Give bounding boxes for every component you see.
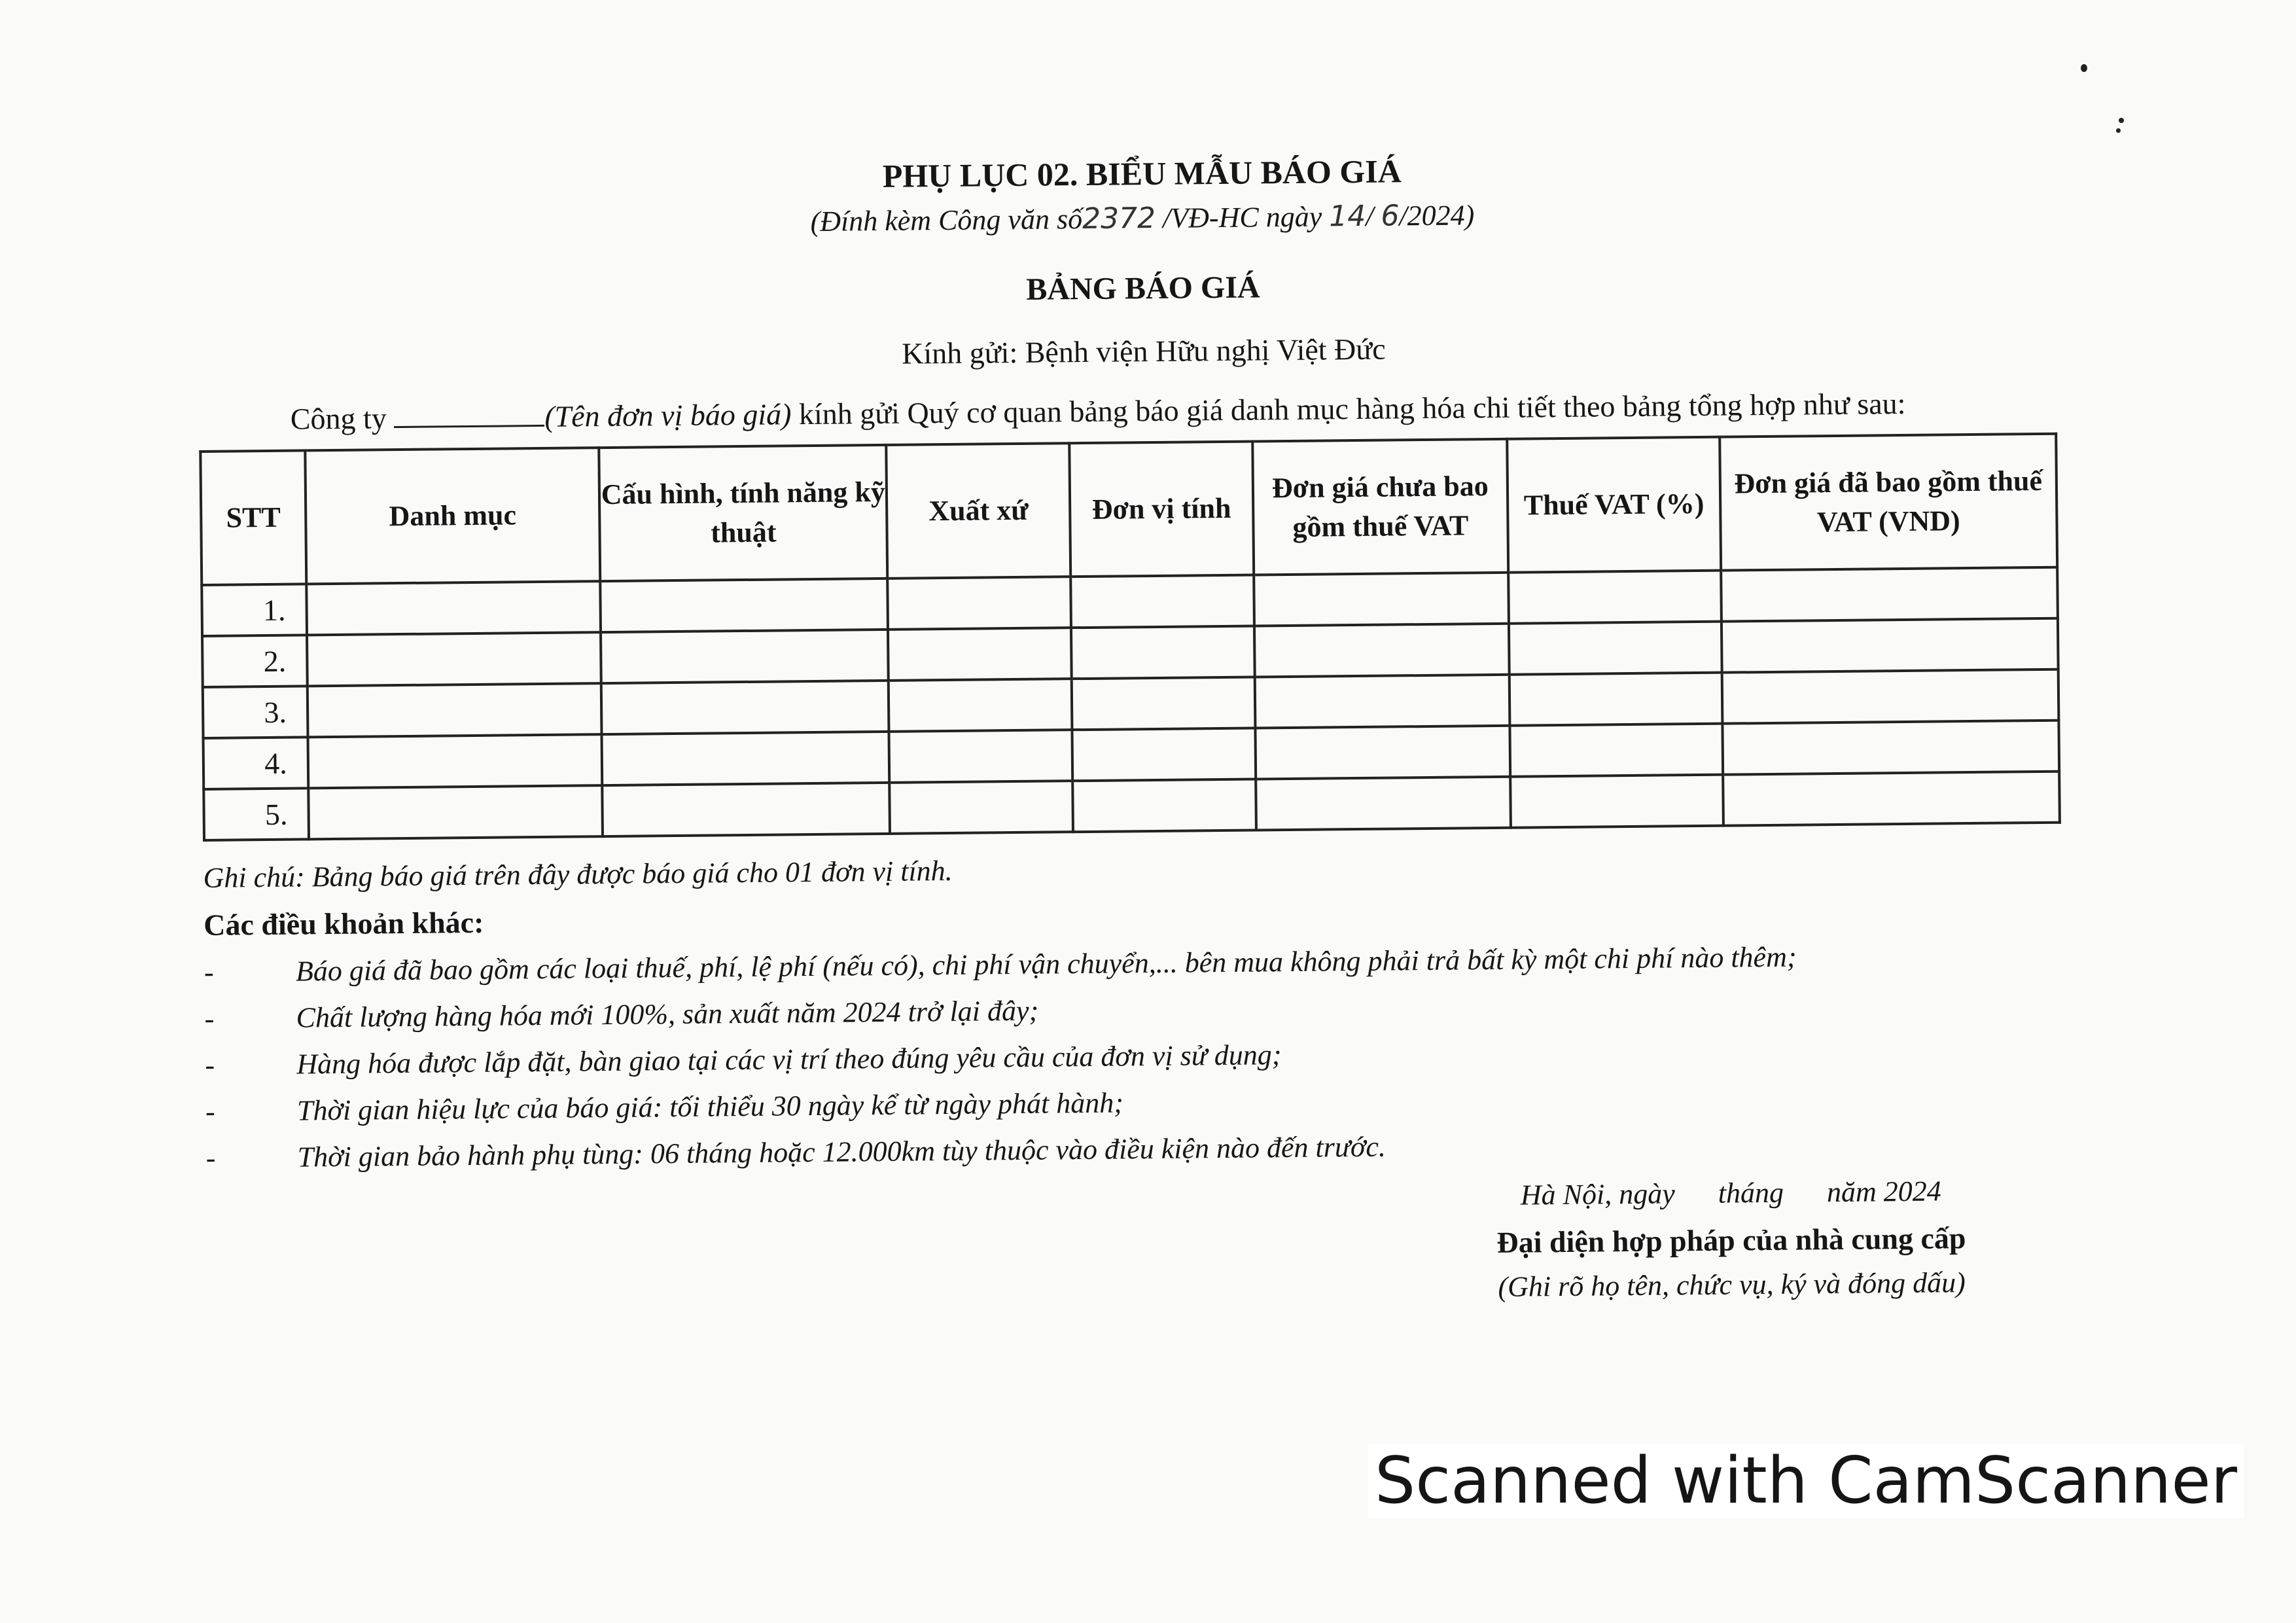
bullet-dash: - [205,1048,215,1081]
col-header-stt: STT [200,450,306,585]
col-header-category: Danh mục [305,448,600,584]
row-number: 5. [203,788,309,840]
col-header-unit: Đơn vị tính [1069,442,1254,577]
table-cell [1072,728,1256,781]
table-cell [308,683,602,737]
term-text: Thời gian hiệu lực của báo giá: tối thiểu 30 ngày kể từ ngày phát hành; [296,1086,1124,1127]
table-cell [1723,772,2060,826]
signature-representative: Đại diện hợp pháp của nhà cung cấp [1496,1221,1966,1259]
term-text: Chất lượng hàng hóa mới 100%, sản xuất năm 2024 trở lại đây; [296,994,1039,1034]
table-cell [1255,726,1510,779]
table-cell [1071,626,1254,679]
ink-speck [2119,118,2124,123]
greeting-line: Kính gửi: Bệnh viện Hữu nghị Việt Đức [901,332,1386,370]
table-cell [1254,675,1510,728]
intro-company: Công ty [290,401,387,436]
table-cell [1722,669,2058,724]
table-cell [1072,677,1255,730]
document-title: PHỤ LỤC 02. BIỂU MẪU BÁO GIÁ [882,152,1402,194]
table-cell [307,632,601,686]
row-number: 3. [203,686,308,738]
term-item [205,1030,2076,1081]
camscanner-watermark: Scanned with CamScanner [1368,1444,2244,1518]
table-note: Ghi chú: Bảng báo giá trên đây được báo giá cho 01 đơn vị tính. [203,854,953,894]
signature-block [1305,1172,2157,1305]
term-item [204,984,2075,1035]
table-cell [888,577,1071,630]
table-cell [1510,724,1723,777]
attachment-suffix: /2024) [1399,199,1475,232]
bullet-dash: - [204,1002,215,1035]
doc-day: 14 [1328,199,1366,234]
table-cell [1509,622,1722,675]
attachment-line [217,193,2068,244]
term-item [204,937,2075,988]
table-cell [1256,777,1511,830]
table-cell [1070,575,1254,628]
term-item [205,1123,2077,1174]
attachment-mid: /VĐ-HC ngày [1162,200,1322,234]
table-cell [888,628,1071,681]
bullet-dash: - [205,1141,216,1174]
signature-instruction: (Ghi rõ họ tên, chức vụ, ký và đóng dấu) [1498,1266,1966,1303]
table-cell [1510,673,1722,726]
col-header-vat: Thuế VAT (%) [1507,437,1720,573]
table-cell [1254,573,1509,626]
table-cell [601,681,889,734]
row-number: 4. [203,737,309,789]
bullet-dash: - [205,1095,215,1128]
table-cell [889,730,1072,783]
row-number: 1. [202,584,307,636]
table-cell [601,630,889,683]
ink-speck [2116,128,2121,133]
table-cell [1510,775,1723,828]
bullet-dash: - [203,955,214,988]
company-name-blank [394,404,544,428]
table-cell [602,732,890,785]
table-cell [1722,618,2058,673]
attachment-prefix: (Đính kèm Công văn số [810,203,1083,238]
quote-table-title: BẢNG BÁO GIÁ [1026,270,1260,307]
ink-speck [2081,64,2087,72]
document-body [196,139,2077,1303]
table-cell [602,783,890,836]
col-header-price-incl-vat: Đơn giá đã bao gồm thuế VAT (VND) [1720,434,2057,571]
table-cell [1722,721,2059,775]
date-separator: / [1365,200,1374,232]
intro-rest: kính gửi Quý cơ quan bảng báo giá danh mục hàng hóa chi tiết theo bảng tổng hợp như sau: [798,386,1906,431]
col-header-price-excl-vat: Đơn giá chưa bao gồm thuế VAT [1252,439,1508,575]
doc-number: 2372 [1082,201,1156,236]
col-header-origin: Xuất xứ [887,443,1071,579]
table-cell [889,679,1072,732]
doc-month: 6 [1381,199,1400,233]
intro-placeholder: (Tên đơn vị báo giá) [544,397,792,433]
table-cell [1508,571,1721,624]
col-header-specs: Cấu hình, tính năng kỹ thuật [599,445,887,581]
term-text: Hàng hóa được lắp đặt, bàn giao tại các vị trí theo đúng yêu cầu của đơn vị sử dụng; [296,1039,1282,1080]
table-cell [890,781,1073,834]
table-cell [306,581,601,635]
terms-heading: Các điều khoản khác: [203,905,484,942]
table-cell [1721,567,2058,622]
table-cell [600,579,888,632]
quote-table [199,433,2061,842]
term-item [205,1077,2077,1128]
table-cell [308,734,602,788]
table-header-row [200,434,2057,585]
table-cell [1254,624,1510,677]
term-text: Báo giá đã bao gồm các loại thuế, phí, lệ phí (nếu có), chi phí vận chuyển,... bên mua không phải trả bất kỳ một chi phí nào thêm; [295,940,1797,988]
table-cell [308,785,603,839]
signature-date: Hà Nội, ngày tháng năm 2024 [1520,1175,1941,1211]
table-cell [1072,779,1256,832]
intro-paragraph [199,385,2070,437]
term-text: Thời gian bảo hành phụ tùng: 06 tháng hoặc 12.000km tùy thuộc vào điều kiện nào đến trước. [297,1130,1386,1173]
row-number: 2. [202,635,308,687]
